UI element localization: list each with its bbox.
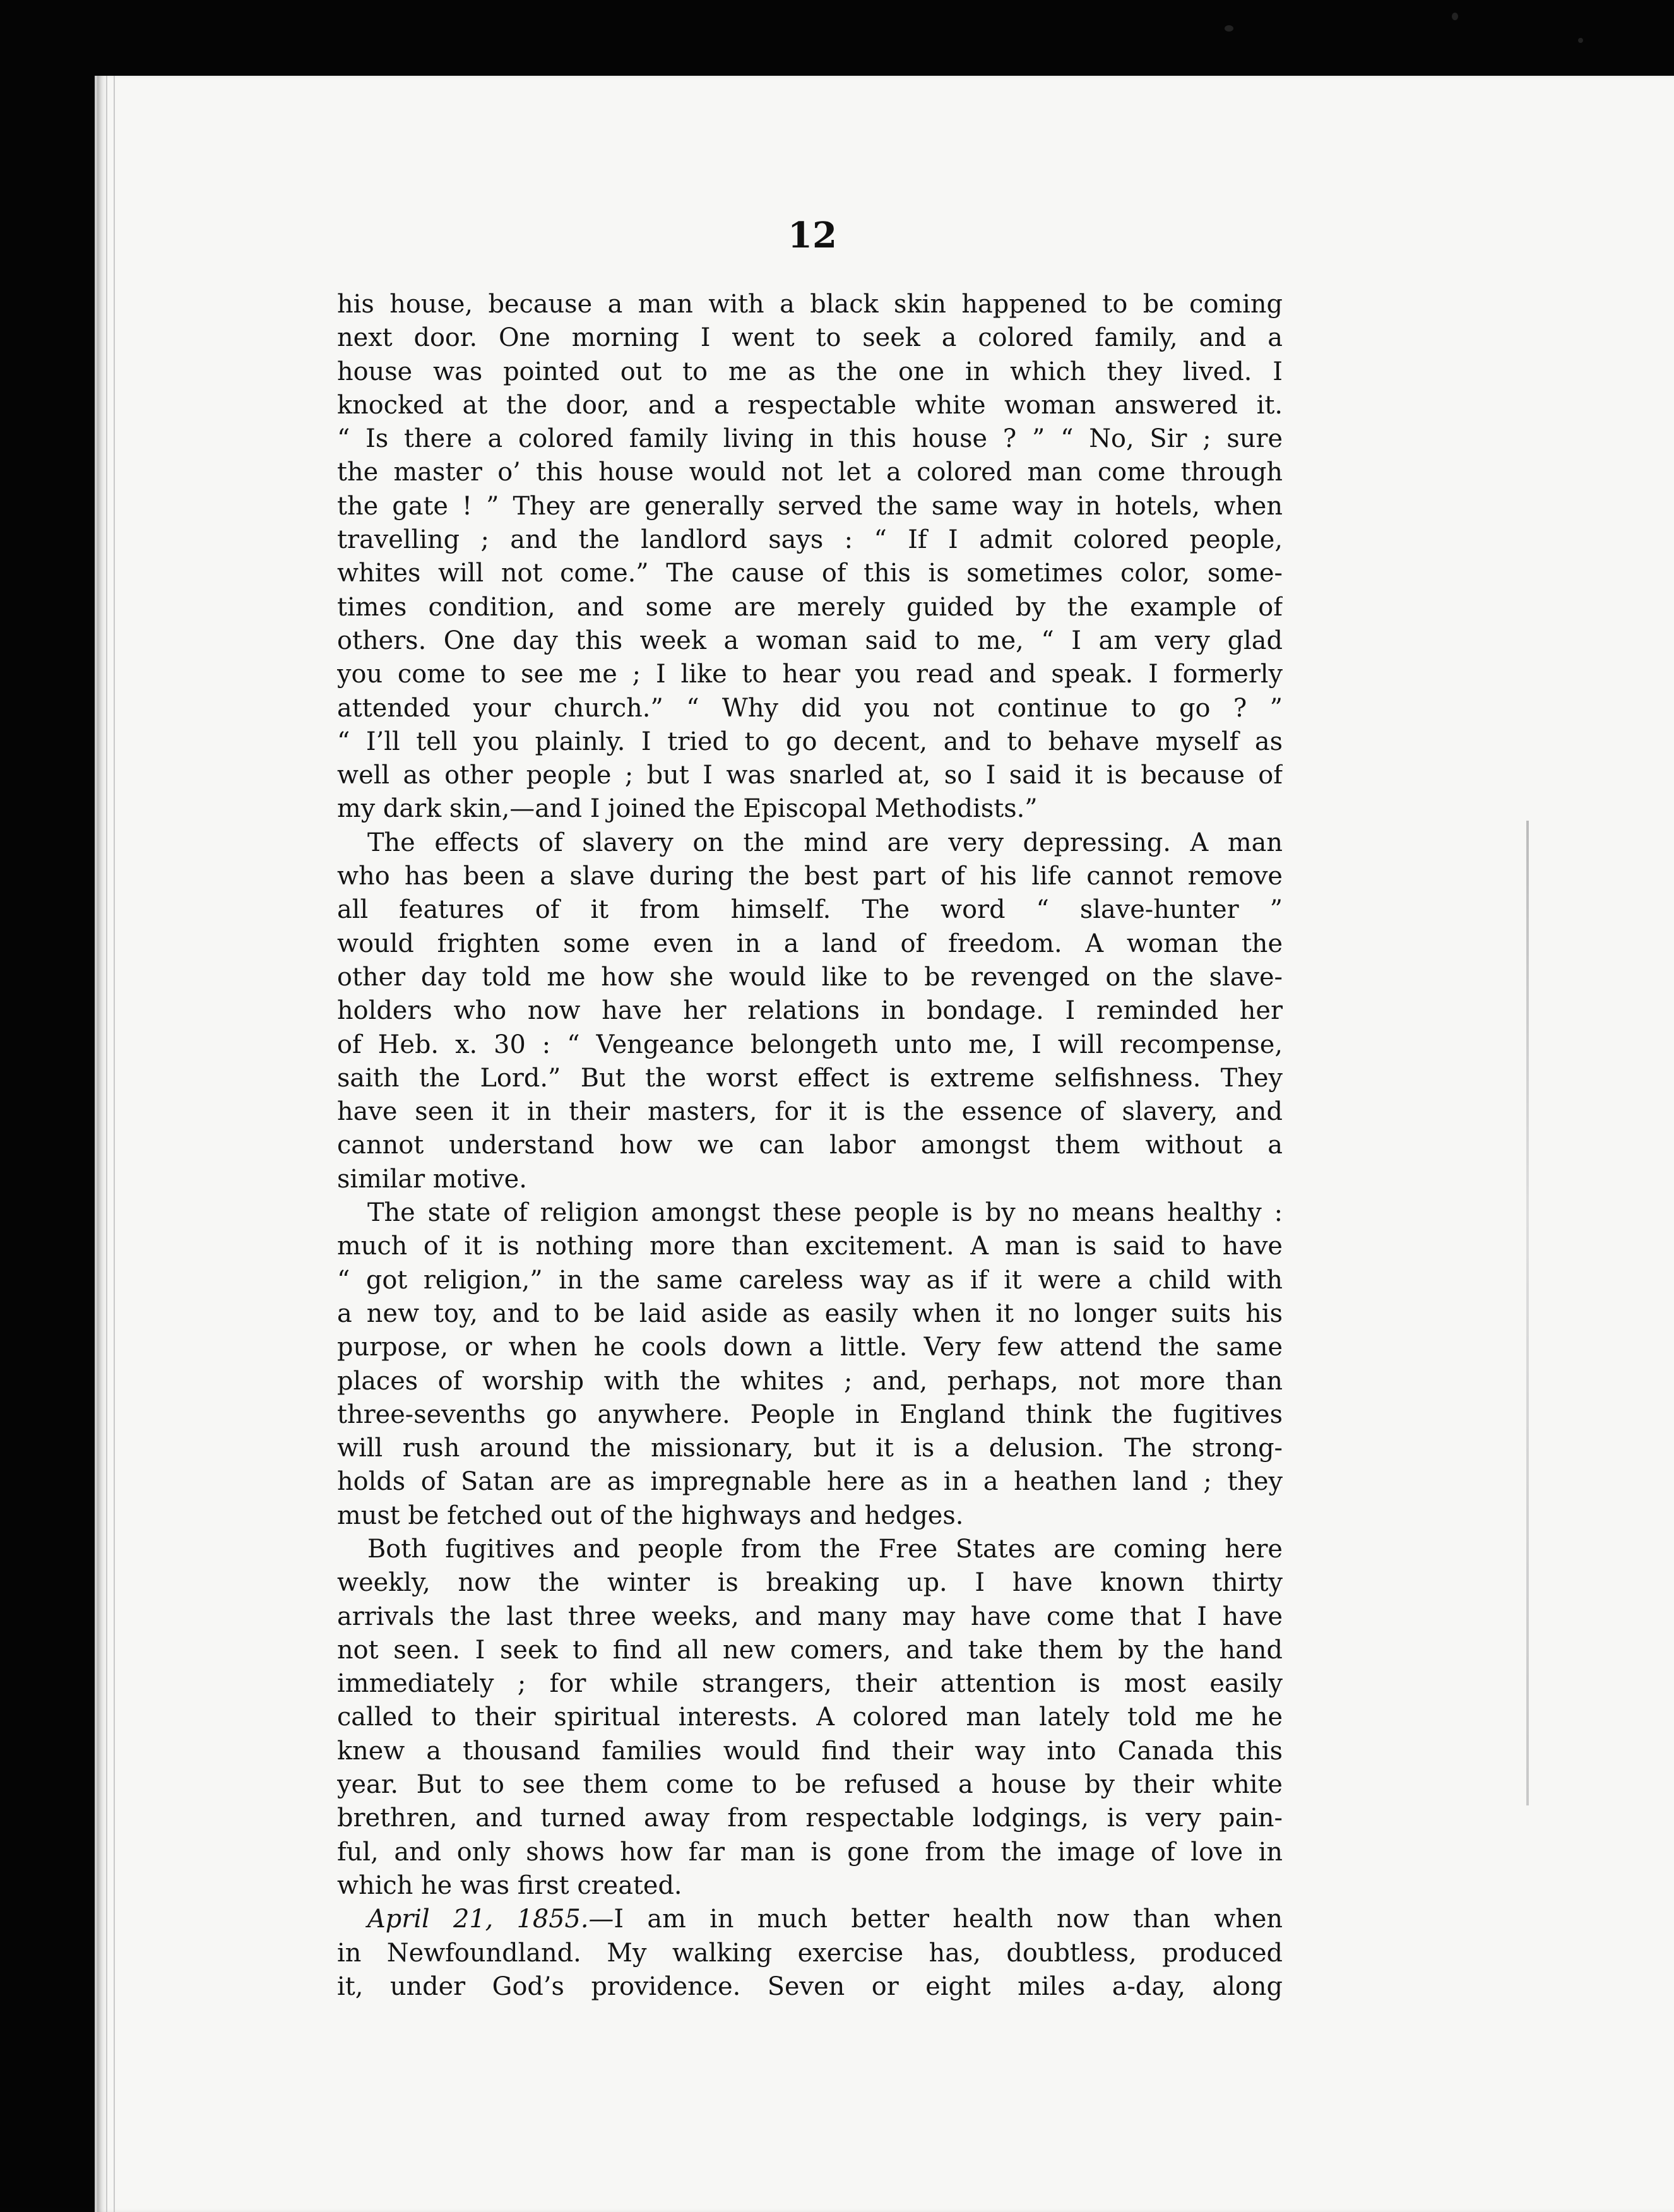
text-line-content: Both fugitives and people from the Free States are coming here (367, 1534, 1283, 1564)
text-line-content: brethren, and turned away from respectable lodgings, is very pain- (337, 1804, 1283, 1833)
text-line-content: travelling ; and the landlord says : “ If I admit colored people, (337, 525, 1283, 555)
text-line-content: holders who now have her relations in bondage. I reminded her (337, 996, 1283, 1026)
page-number: 12 (788, 215, 837, 256)
text-line (337, 1095, 1283, 1129)
text-line (337, 961, 1283, 994)
text-line (337, 725, 1283, 759)
text-line (337, 1062, 1283, 1095)
text-line-content: you come to see me ; I like to hear you read and speak. I formerly (337, 660, 1283, 689)
text-line-content: who has been a slave during the best part of his life cannot remove (337, 862, 1283, 891)
page-edge (106, 76, 107, 2212)
entry-date: April 21, 1855.— (367, 1905, 614, 1934)
text-line (337, 1196, 1283, 1230)
text-line-content: knocked at the door, and a respectable white woman answered it. (337, 390, 1283, 420)
text-line (337, 1566, 1283, 1600)
text-line-content: must be fetched out of the highways and hedges. (337, 1501, 964, 1530)
body-text (337, 288, 1283, 2004)
text-line-content: arrivals the last three weeks, and many may have come that I have (337, 1602, 1283, 1631)
text-line (337, 1802, 1283, 1835)
text-line-content: called to their spiritual interests. A colored man lately told me he (337, 1703, 1283, 1732)
text-line-content: well as other people ; but I was snarled at, so I said it is because of (337, 761, 1283, 790)
text-line-content: other day told me how she would like to be revenged on the slave- (337, 962, 1283, 992)
text-line-content: “ I’ll tell you plainly. I tried to go decent, and to behave myself as (337, 727, 1283, 756)
text-line (337, 321, 1283, 355)
text-line (337, 1903, 1283, 1936)
text-line (337, 490, 1283, 523)
text-line-content: knew a thousand families would find their way into Canada this (337, 1736, 1283, 1766)
text-line-content: a new toy, and to be laid aside as easily when it no longer suits his (337, 1299, 1283, 1328)
text-line (337, 927, 1283, 961)
text-line-content: it, under God’s providence. Seven or eight miles a-day, along (337, 1971, 1283, 2001)
text-line-content: in Newfoundland. My walking exercise has, doubtless, produced (337, 1938, 1283, 1968)
text-line (337, 1970, 1283, 2004)
text-line (337, 1768, 1283, 1802)
text-line (337, 1701, 1283, 1734)
text-line (337, 1836, 1283, 1869)
text-line (337, 692, 1283, 725)
text-line-content: I am in much better health now than when (614, 1905, 1283, 1934)
text-line-content: attended your church.” “ Why did you not continue to go ? ” (337, 693, 1283, 723)
text-line (337, 1667, 1283, 1701)
text-line (337, 1163, 1283, 1196)
text-line-content: house was pointed out to me as the one in which they lived. I (337, 357, 1283, 386)
text-line (337, 1432, 1283, 1465)
text-line-content: others. One day this week a woman said to me, “ I am very glad (337, 626, 1283, 655)
text-line (337, 1499, 1283, 1533)
scan-speck (1225, 25, 1233, 32)
text-line-content: will rush around the missionary, but it is a delusion. The strong- (337, 1434, 1283, 1463)
text-line (337, 759, 1283, 792)
text-line-content: purpose, or when he cools down a little. Very few attend the same (337, 1333, 1283, 1362)
text-line (337, 557, 1283, 590)
text-line (337, 591, 1283, 624)
text-line (337, 523, 1283, 557)
text-line-content: of Heb. x. 30 : “ Vengeance belongeth unto me, I will recompense, (337, 1030, 1283, 1059)
text-line-content: much of it is nothing more than excitement. A man is said to have (337, 1232, 1283, 1261)
text-line-content: weekly, now the winter is breaking up. I have known thirty (337, 1568, 1283, 1598)
scan-speck (1578, 38, 1583, 43)
text-line (337, 893, 1283, 927)
text-line (337, 389, 1283, 422)
text-line-content: my dark skin,—and I joined the Episcopal Methodists.” (337, 794, 1038, 824)
text-line-content: The effects of slavery on the mind are very depressing. A man (367, 828, 1283, 857)
text-line (337, 1600, 1283, 1634)
text-line-content: year. But to see them come to be refused a house by their white (337, 1770, 1283, 1800)
text-line-content: saith the Lord.” But the worst effect is extreme selfishness. They (337, 1063, 1283, 1093)
text-line (337, 826, 1283, 860)
text-line (337, 1634, 1283, 1667)
text-line-content: next door. One morning I went to seek a colored family, and a (337, 323, 1283, 353)
text-line-content: “ got religion,” in the same careless way as if it were a child with (337, 1265, 1283, 1295)
text-line (337, 1129, 1283, 1162)
text-line (337, 1937, 1283, 1970)
text-line-content: “ Is there a colored family living in this house ? ” “ No, Sir ; sure (337, 424, 1283, 454)
text-line-content: not seen. I seek to find all new comers, and take them by the hand (337, 1635, 1283, 1665)
text-line-content: similar motive. (337, 1164, 527, 1194)
text-line-content: cannot understand how we can labor amongst them without a (337, 1131, 1283, 1160)
text-line-content: three-sevenths go anywhere. People in England think the fugitives (337, 1400, 1283, 1429)
text-line-content: places of worship with the whites ; and, perhaps, not more than (337, 1366, 1283, 1396)
text-line-content: immediately ; for while strangers, their attention is most easily (337, 1669, 1283, 1699)
text-line-content: would frighten some even in a land of freedom. A woman the (337, 929, 1283, 958)
text-line (337, 1465, 1283, 1499)
text-line (337, 792, 1283, 826)
text-line (337, 1297, 1283, 1331)
text-line-content: holds of Satan are as impregnable here as in a heathen land ; they (337, 1467, 1283, 1497)
text-line-content: his house, because a man with a black skin happened to be coming (337, 290, 1283, 319)
text-line-content: all features of it from himself. The word “ slave-hunter ” (337, 895, 1283, 925)
text-line (337, 624, 1283, 658)
text-line-content: times condition, and some are merely guided by the example of (337, 592, 1283, 622)
scan-speck (1452, 13, 1458, 20)
text-line (337, 1028, 1283, 1062)
page-edge (114, 76, 115, 2212)
text-line-content: the gate ! ” They are generally served the same way in hotels, when (337, 491, 1283, 521)
text-line (337, 288, 1283, 321)
text-line (337, 1735, 1283, 1768)
text-line (337, 1869, 1283, 1903)
text-line (337, 456, 1283, 489)
text-line-content: the master o’ this house would not let a colored man come through (337, 458, 1283, 487)
text-line-content: which he was first created. (337, 1870, 682, 1900)
text-line (337, 860, 1283, 893)
text-line-content: The state of religion amongst these people is by no means healthy : (367, 1198, 1283, 1228)
margin-mark (1526, 821, 1529, 1805)
text-line (337, 422, 1283, 456)
text-line (337, 1533, 1283, 1566)
text-line (337, 1365, 1283, 1398)
text-line-content: have seen it in their masters, for it is the essence of slavery, and (337, 1097, 1283, 1127)
text-line (337, 1230, 1283, 1263)
text-line (337, 658, 1283, 691)
text-line (337, 1398, 1283, 1432)
text-line (337, 355, 1283, 389)
text-line-content: whites will not come.” The cause of this is sometimes color, some- (337, 559, 1283, 588)
text-line (337, 1331, 1283, 1364)
text-line (337, 994, 1283, 1028)
text-line (337, 1264, 1283, 1297)
text-line-content: ful, and only shows how far man is gone from the image of love in (337, 1837, 1283, 1867)
